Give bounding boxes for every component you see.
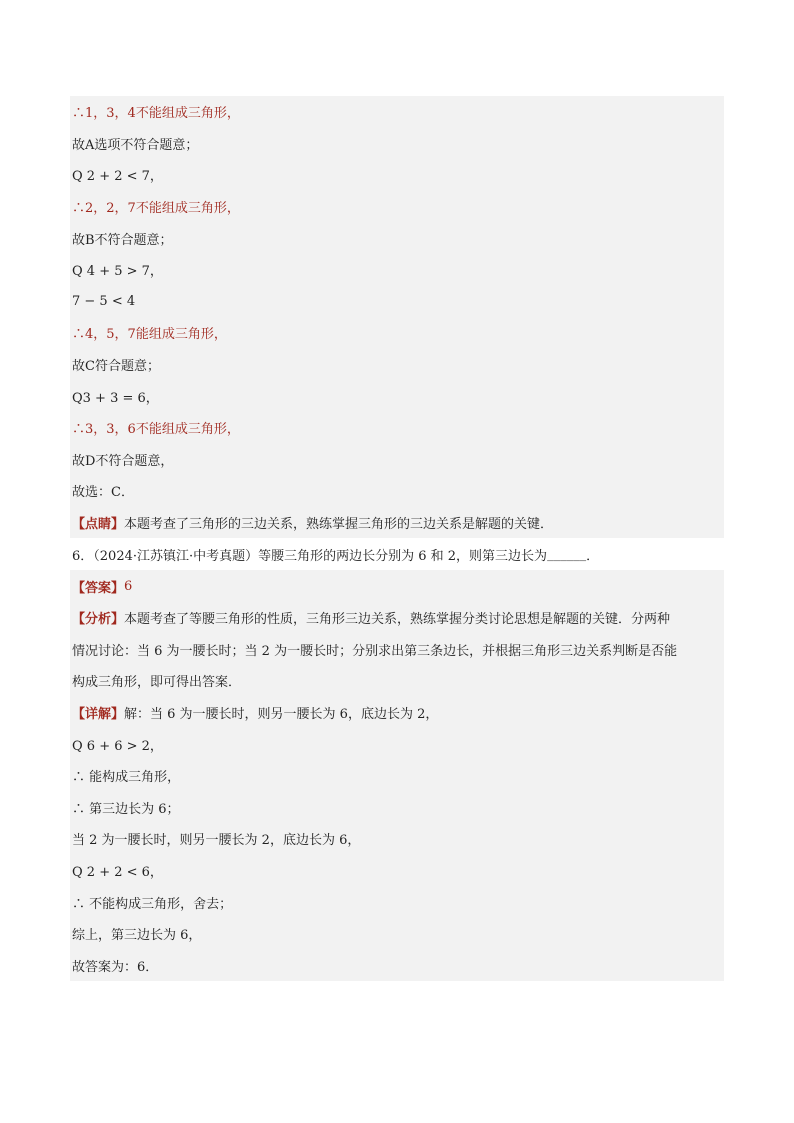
- solution-line-text: 故A选项不符合题意；: [72, 137, 199, 153]
- question-end: ．: [586, 548, 600, 564]
- question-line: [70, 538, 724, 570]
- answer-line: [70, 570, 724, 602]
- detail-line-text: 综上，第三边长为 6，: [72, 928, 202, 944]
- solution-line: [70, 222, 724, 254]
- solution-line-text: 7 − 5 < 4: [72, 293, 136, 309]
- detail-line: [70, 886, 724, 918]
- solution-line: [70, 191, 724, 223]
- analysis-line-3: [70, 665, 724, 697]
- detail-line-text: ∴ 不能构成三角形，舍去；: [72, 896, 233, 912]
- detail-line-text: ∴ 能构成三角形，: [72, 770, 181, 786]
- answer-blank: ______: [547, 546, 587, 562]
- solution-line: [70, 412, 724, 444]
- solution-line-text: ∴4，5，7能组成三角形，: [72, 327, 227, 343]
- solution-lines: [70, 96, 724, 507]
- comment-text: 本题考查了三角形的三边关系，熟练掌握三角形的三边关系是解题的关键．: [124, 517, 554, 533]
- detail-line-first: [70, 697, 724, 729]
- solution-line-text: ∴1，3，4不能组成三角形，: [72, 106, 240, 122]
- detail-line: [70, 855, 724, 887]
- solution-line: [70, 254, 724, 286]
- analysis-text-1: 本题考查了等腰三角形的性质，三角形三边关系，熟练掌握分类讨论思想是解题的关键．分两种: [124, 612, 671, 628]
- solution-line-text: ∴3，3，6不能组成三角形，: [72, 422, 240, 438]
- solution-line: [70, 444, 724, 476]
- detail-line: [70, 728, 724, 760]
- solution-line: [70, 128, 724, 160]
- solution-line-text: ∴2，2，7不能组成三角形，: [72, 201, 240, 217]
- solution-line-text: 故D不符合题意，: [72, 453, 174, 469]
- solution-line: [70, 317, 724, 349]
- solution-line: [70, 475, 724, 507]
- detail-lines: [70, 728, 724, 981]
- solution-line-text: Q 2 + 2 < 7，: [72, 169, 163, 185]
- answer-tag: 【答案】: [72, 580, 125, 596]
- solution-line: [70, 349, 724, 381]
- detail-line-text: Q 2 + 2 < 6，: [72, 864, 163, 880]
- detail-line: [70, 918, 724, 950]
- detail-line: [70, 791, 724, 823]
- analysis-line-1: [70, 602, 724, 634]
- detail-tag: 【详解】: [72, 706, 125, 722]
- detail-line: [70, 760, 724, 792]
- comment-tag: 【点睛】: [72, 517, 125, 533]
- solution-line-text: Q 4 + 5 > 7，: [72, 264, 163, 280]
- analysis-line-2: [70, 634, 724, 666]
- detail-first-text: 解：当 6 为一腰长时，则另一腰长为 6，底边长为 2，: [124, 706, 439, 722]
- solution-line: [70, 96, 724, 128]
- comment-line: [70, 507, 724, 539]
- detail-line-text: 故答案为：6．: [72, 959, 159, 975]
- detail-line: [70, 949, 724, 981]
- answer-value: 6: [124, 578, 133, 594]
- solution-line-text: 故C符合题意；: [72, 359, 160, 375]
- solution-line-text: 故B不符合题意；: [72, 232, 173, 248]
- detail-line-text: ∴ 第三边长为 6；: [72, 801, 180, 817]
- solution-line-text: Q3 + 3 = 6，: [72, 390, 159, 406]
- solution-line: [70, 286, 724, 318]
- solution-content: [70, 96, 724, 981]
- solution-line: [70, 380, 724, 412]
- analysis-text-3: 构成三角形，即可得出答案．: [72, 675, 242, 691]
- detail-line: [70, 823, 724, 855]
- analysis-text-2: 情况讨论：当 6 为一腰长时；当 2 为一腰长时；分别求出第三条边长，并根据三角形三边关系判断是否能: [72, 643, 678, 659]
- solution-line: [70, 159, 724, 191]
- analysis-tag: 【分析】: [72, 612, 125, 628]
- question-text: 6．（2024·江苏镇江·中考真题）等腰三角形的两边长分别为 6 和 2，则第三边长为: [72, 548, 548, 564]
- detail-line-text: 当 2 为一腰长时，则另一腰长为 2，底边长为 6，: [72, 833, 361, 849]
- detail-line-text: Q 6 + 6 > 2，: [72, 738, 163, 754]
- solution-line-text: 故选：C．: [72, 485, 134, 501]
